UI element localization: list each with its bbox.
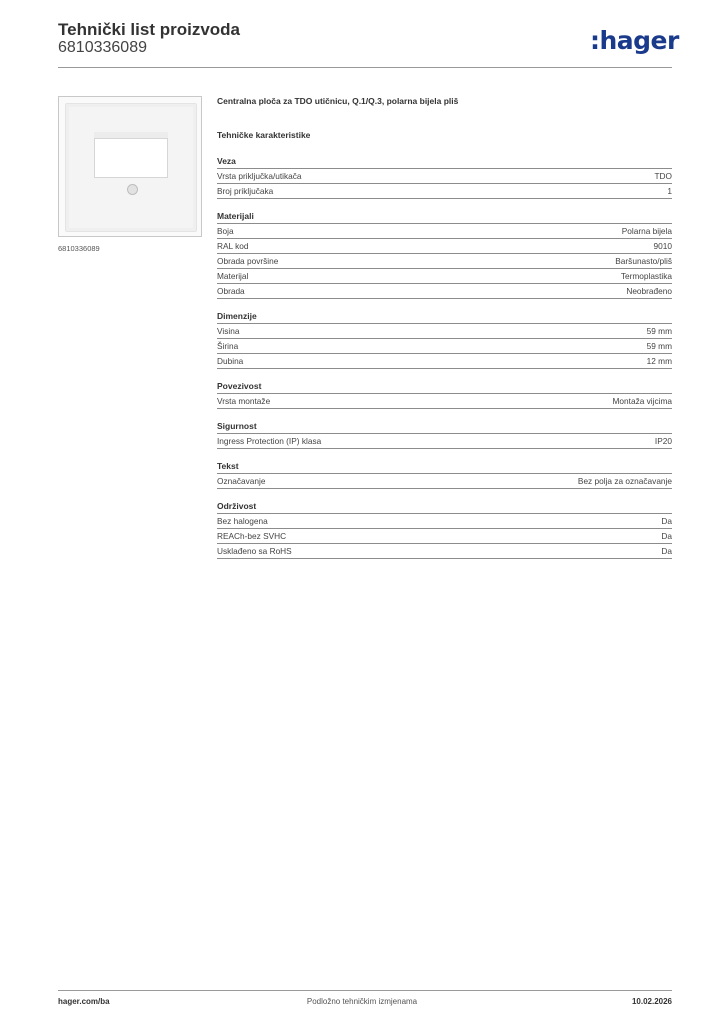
spec-section [217, 156, 672, 199]
cover-plate-illustration [65, 103, 197, 232]
spec-section [217, 461, 672, 489]
footer-date: 10.02.2026 [631, 997, 672, 1006]
spec-label: Dubina [217, 356, 244, 366]
spec-row [217, 529, 672, 544]
spec-label: Vrsta montaže [217, 396, 271, 406]
spec-row [217, 239, 672, 254]
spec-value: 59 mm [646, 341, 672, 351]
spec-label: Obrada površine [217, 256, 279, 266]
spec-label: Materijal [217, 271, 249, 281]
spec-label: Bez halogena [217, 516, 268, 526]
spec-row [217, 224, 672, 239]
spec-row [217, 434, 672, 449]
spec-value: Bez polja za označavanje [577, 476, 672, 486]
spec-value: 1 [667, 186, 672, 196]
plate-screw-hole [127, 184, 138, 195]
section-title: Veza [217, 156, 672, 169]
spec-label: Obrada [217, 286, 245, 296]
section-title: Materijali [217, 211, 672, 224]
spec-label: Boja [217, 226, 234, 236]
spec-label: Visina [217, 326, 240, 336]
product-number: 6810336089 [58, 39, 147, 56]
spec-sections [217, 156, 672, 559]
spec-value: 59 mm [646, 326, 672, 336]
spec-value: 12 mm [646, 356, 672, 366]
spec-value: Montaža vijcima [612, 396, 672, 406]
spec-value: Baršunasto/pliš [615, 256, 672, 266]
tech-characteristics-heading: Tehničke karakteristike [217, 130, 311, 140]
spec-label: Širina [217, 341, 239, 351]
spec-label: RAL kod [217, 241, 249, 251]
spec-row [217, 284, 672, 299]
section-title: Tekst [217, 461, 672, 474]
footer-website[interactable]: hager.com/ba [58, 997, 110, 1006]
hager-logo: :hager [590, 26, 679, 55]
spec-value: IP20 [654, 436, 672, 446]
spec-section [217, 311, 672, 369]
spec-section [217, 381, 672, 409]
spec-row [217, 474, 672, 489]
section-title: Povezivost [217, 381, 672, 394]
spec-row [217, 544, 672, 559]
spec-label: Usklađeno sa RoHS [217, 546, 292, 556]
spec-content [217, 96, 672, 559]
spec-row [217, 514, 672, 529]
spec-row [217, 354, 672, 369]
document-title: Tehnički list proizvoda [58, 20, 240, 39]
spec-row [217, 324, 672, 339]
spec-label: Broj priključaka [217, 186, 274, 196]
spec-label: Označavanje [217, 476, 266, 486]
plate-socket-window [94, 138, 168, 178]
spec-row [217, 339, 672, 354]
spec-value: 9010 [653, 241, 672, 251]
spec-row [217, 269, 672, 284]
spec-section [217, 421, 672, 449]
spec-row [217, 254, 672, 269]
section-title: Sigurnost [217, 421, 672, 434]
spec-label: REACh-bez SVHC [217, 531, 287, 541]
spec-row [217, 394, 672, 409]
spec-value: Termoplastika [620, 271, 672, 281]
product-image [58, 96, 202, 237]
image-caption: 6810336089 [58, 244, 100, 253]
spec-row [217, 169, 672, 184]
spec-value: Da [661, 516, 672, 526]
spec-section [217, 501, 672, 559]
spec-row [217, 184, 672, 199]
spec-value: TDO [654, 171, 672, 181]
spec-value: Neobrađeno [626, 286, 672, 296]
product-description: Centralna ploča za TDO utičnicu, Q.1/Q.3, polarna bijela pliš [217, 96, 459, 106]
spec-value: Da [661, 531, 672, 541]
header-divider [58, 67, 672, 68]
spec-label: Ingress Protection (IP) klasa [217, 436, 322, 446]
section-title: Održivost [217, 501, 672, 514]
spec-section [217, 211, 672, 299]
section-title: Dimenzije [217, 311, 672, 324]
spec-label: Vrsta priključka/utikača [217, 171, 302, 181]
spec-value: Polarna bijela [621, 226, 672, 236]
spec-value: Da [661, 546, 672, 556]
footer-divider [58, 990, 672, 991]
footer-note: Podložno tehničkim izmjenama [306, 997, 418, 1006]
